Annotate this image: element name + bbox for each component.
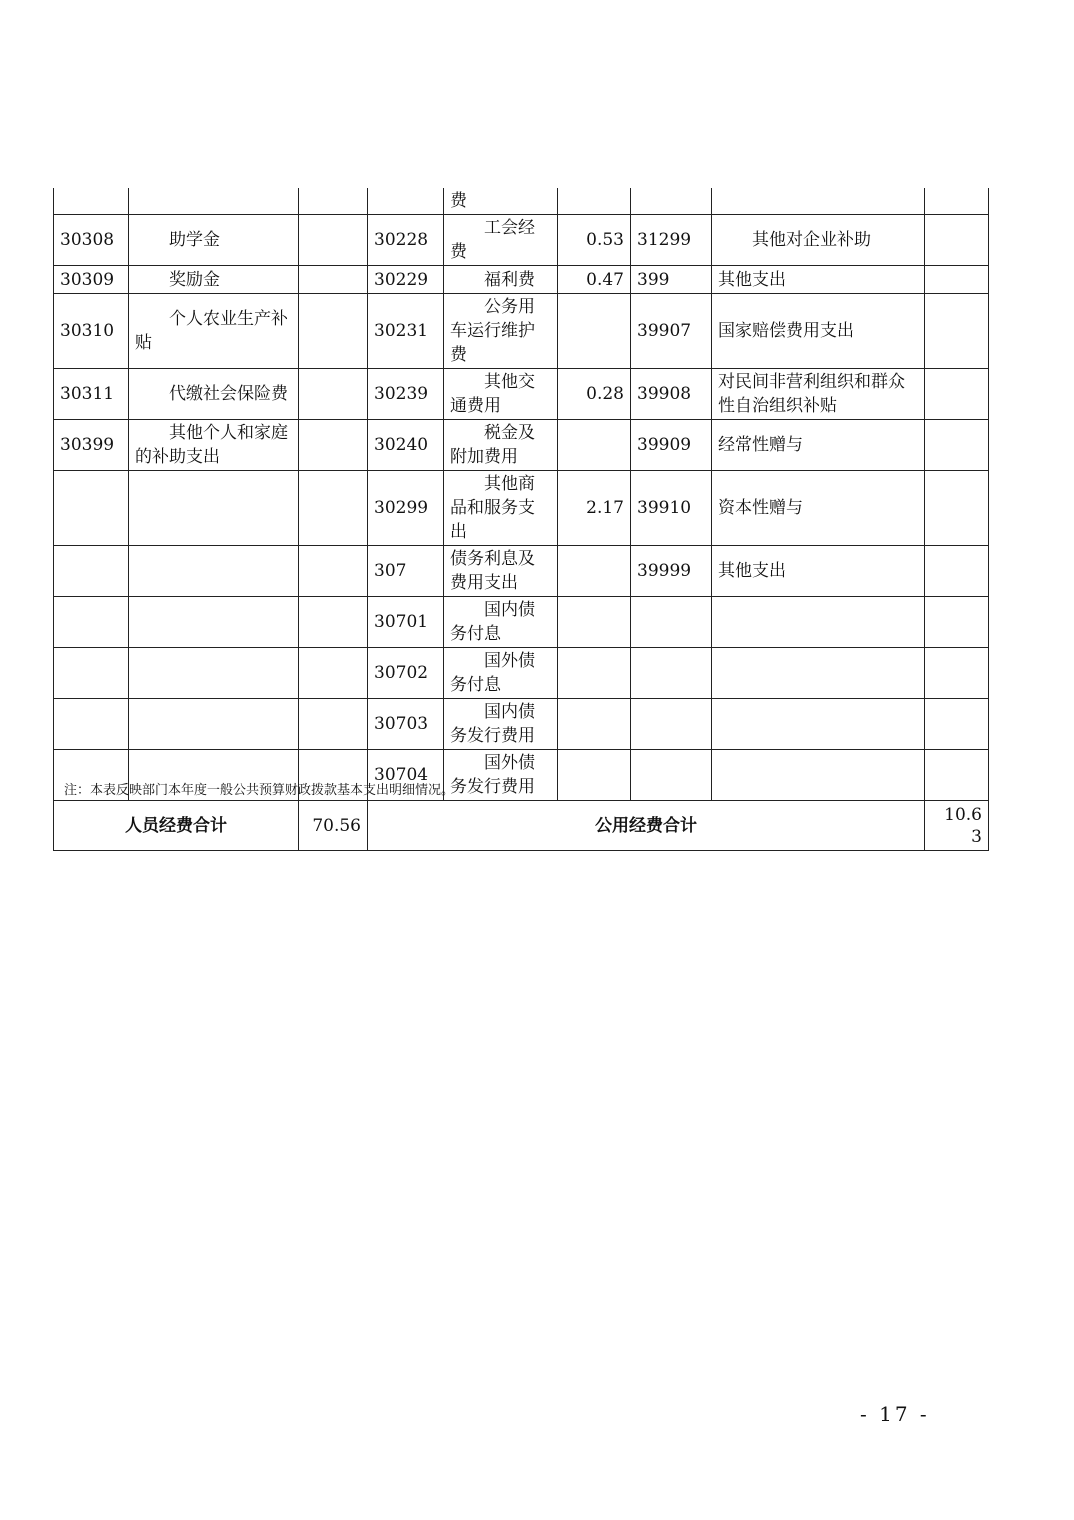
personnel-amount: [299, 369, 368, 420]
public-item-name-text: 公务用车运行维护费: [450, 297, 535, 365]
page-number: - 17 -: [860, 1402, 930, 1426]
public-code-text: 30229: [374, 269, 429, 290]
other-item-name-text: 其他对企业补助: [752, 230, 871, 250]
personnel-item-name: [129, 546, 299, 597]
basic-expenditure-table: [53, 188, 989, 851]
public-item-name: [444, 215, 558, 266]
public-item-name-text: 税金及附加费用: [450, 423, 535, 467]
other-amount: [925, 471, 989, 546]
other-code-text: 39910: [637, 498, 692, 518]
other-item-name-text: 资本性赠与: [718, 498, 803, 518]
personnel-total-label: 人员经费合计: [54, 801, 299, 851]
public-code: [368, 294, 444, 369]
personnel-code-text: 30399: [60, 435, 115, 455]
public-code: [368, 420, 444, 471]
public-amount-text: 2.17: [586, 498, 624, 518]
other-amount: [925, 369, 989, 420]
public-total-label: 公用经费合计: [368, 801, 925, 851]
other-amount: [925, 546, 989, 597]
public-item-name: [444, 750, 558, 801]
public-item-name-text: 国外债务付息: [450, 651, 535, 695]
public-item-name: [444, 471, 558, 546]
personnel-code-text: 30309: [60, 269, 115, 290]
other-amount: [925, 699, 989, 750]
public-amount-text: 0.28: [586, 384, 624, 404]
public-item-name-text: 国内债务发行费用: [450, 702, 535, 746]
public-total-value-line2: 3: [971, 826, 982, 847]
other-code-text: 31299: [637, 230, 692, 250]
personnel-item-name-text: 其他个人和家庭的补助支出: [135, 423, 288, 467]
other-code: [631, 648, 712, 699]
table-row: [54, 546, 989, 597]
public-code-text: 30239: [374, 384, 429, 404]
personnel-amount: [299, 546, 368, 597]
public-item-name: [444, 369, 558, 420]
personnel-amount: [299, 215, 368, 266]
public-amount: [558, 369, 631, 420]
table-footnote: 注：本表反映部门本年度一般公共预算财政拨款基本支出明细情况。: [64, 783, 455, 798]
public-amount: [558, 294, 631, 369]
public-amount: [558, 750, 631, 801]
public-item-name-text: 国内债务付息: [450, 600, 535, 644]
other-code: [631, 597, 712, 648]
other-item-name: [712, 648, 925, 699]
public-code-text: 30228: [374, 230, 429, 250]
public-code-text: 30702: [374, 663, 429, 683]
other-amount: [925, 750, 989, 801]
other-item-name-text: 国家赔偿费用支出: [718, 321, 854, 341]
personnel-amount: [299, 699, 368, 750]
public-amount: [558, 215, 631, 266]
public-amount: [558, 546, 631, 597]
public-item-name: [444, 648, 558, 699]
public-code-text: 307: [374, 561, 407, 581]
public-item-name-text: 福利费: [484, 269, 535, 290]
public-total-value-line1: 10.6: [944, 804, 982, 825]
other-item-name: [712, 546, 925, 597]
public-item-name: [444, 597, 558, 648]
public-amount: [558, 471, 631, 546]
other-amount: [925, 648, 989, 699]
personnel-code: [54, 471, 129, 546]
public-code: [368, 648, 444, 699]
other-code: [631, 471, 712, 546]
other-item-name: [712, 750, 925, 801]
public-amount: [558, 699, 631, 750]
other-item-name: [712, 266, 925, 294]
table-row: [54, 294, 989, 369]
other-item-name: [712, 369, 925, 420]
public-code-text: 30701: [374, 612, 429, 632]
personnel-amount: [299, 597, 368, 648]
public-item-name: [444, 546, 558, 597]
public-code: [368, 471, 444, 546]
table-row: [54, 266, 989, 294]
personnel-code: [54, 369, 129, 420]
personnel-code: [54, 266, 129, 294]
personnel-code-text: 30308: [60, 230, 115, 250]
public-code: [368, 546, 444, 597]
other-amount: [925, 215, 989, 266]
personnel-item-name-text: 奖励金: [169, 269, 220, 290]
personnel-item-name: [129, 597, 299, 648]
personnel-amount: [299, 266, 368, 294]
other-amount: [925, 266, 989, 294]
other-code: [631, 369, 712, 420]
other-code: [631, 699, 712, 750]
other-code-text: 39907: [637, 321, 692, 341]
public-amount: [558, 648, 631, 699]
personnel-item-name-text: 助学金: [169, 230, 220, 250]
personnel-amount: [299, 420, 368, 471]
personnel-code: [54, 699, 129, 750]
public-item-name-text: 国外债务发行费用: [450, 753, 535, 797]
table-row: [54, 215, 989, 266]
public-code-text: 30231: [374, 321, 429, 341]
personnel-code: [54, 648, 129, 699]
personnel-item-name: [129, 699, 299, 750]
public-amount: [558, 420, 631, 471]
personnel-item-name: [129, 215, 299, 266]
personnel-item-name: [129, 471, 299, 546]
public-total-value: [925, 801, 989, 851]
public-amount-text: 0.53: [586, 230, 624, 250]
public-item-name-text: 其他交通费用: [450, 372, 535, 416]
other-code-text: 39999: [637, 561, 692, 581]
other-code: [631, 546, 712, 597]
other-amount: [925, 420, 989, 471]
other-code: [631, 294, 712, 369]
table-row: [54, 648, 989, 699]
table-row: [54, 369, 989, 420]
public-code-text: 30299: [374, 498, 429, 518]
personnel-amount: [299, 648, 368, 699]
public-amount: [558, 266, 631, 294]
public-item-name: [444, 266, 558, 294]
other-code: [631, 266, 712, 294]
other-code-text: 399: [637, 269, 670, 290]
public-code: [368, 369, 444, 420]
public-item-name: [444, 294, 558, 369]
other-item-name: [712, 699, 925, 750]
item-name-continuation: 费: [444, 188, 558, 215]
personnel-amount: [299, 471, 368, 546]
personnel-amount: [299, 294, 368, 369]
other-code: [631, 215, 712, 266]
personnel-item-name-text: 代缴社会保险费: [169, 384, 288, 404]
personnel-code-text: 30310: [60, 321, 115, 341]
public-code: [368, 266, 444, 294]
personnel-code: [54, 215, 129, 266]
other-item-name: [712, 420, 925, 471]
personnel-item-name: [129, 648, 299, 699]
other-item-name: [712, 215, 925, 266]
other-item-name-text: 对民间非营利组织和群众性自治组织补贴: [718, 372, 905, 416]
public-amount: [558, 597, 631, 648]
public-code-text: 30703: [374, 714, 429, 734]
other-item-name-text: 其他支出: [718, 269, 786, 290]
other-item-name: [712, 294, 925, 369]
other-code: [631, 750, 712, 801]
totals-row: [54, 801, 989, 851]
personnel-code: [54, 420, 129, 471]
other-item-name-text: 其他支出: [718, 561, 786, 581]
other-item-name: [712, 471, 925, 546]
table-row: [54, 699, 989, 750]
personnel-item-name: [129, 369, 299, 420]
personnel-code: [54, 546, 129, 597]
personnel-code: [54, 597, 129, 648]
personnel-code: [54, 294, 129, 369]
personnel-item-name: [129, 266, 299, 294]
public-item-name: [444, 699, 558, 750]
personnel-item-name: [129, 420, 299, 471]
other-code-text: 39908: [637, 384, 692, 404]
public-item-name-text: 其他商品和服务支出: [450, 474, 535, 542]
personnel-total-value: 70.56: [299, 801, 368, 851]
public-item-name-text: 债务利息及费用支出: [450, 549, 535, 593]
public-item-name: [444, 420, 558, 471]
table-row: [54, 420, 989, 471]
other-item-name-text: 经常性赠与: [718, 435, 803, 455]
other-code: [631, 420, 712, 471]
table-row: [54, 597, 989, 648]
other-amount: [925, 597, 989, 648]
other-amount: [925, 294, 989, 369]
personnel-item-name-text: 个人农业生产补贴: [135, 309, 288, 353]
public-amount-text: 0.47: [586, 269, 624, 290]
public-item-name-text: 工会经费: [450, 218, 535, 262]
public-code: [368, 215, 444, 266]
other-code-text: 39909: [637, 435, 692, 455]
public-code-text: 30240: [374, 435, 429, 455]
personnel-item-name: [129, 294, 299, 369]
other-item-name: [712, 597, 925, 648]
personnel-code-text: 30311: [60, 384, 115, 404]
public-code-text: 30704: [374, 765, 429, 785]
public-code: [368, 699, 444, 750]
public-code: [368, 597, 444, 648]
table-row-continuation: [54, 188, 989, 215]
table-row: [54, 471, 989, 546]
